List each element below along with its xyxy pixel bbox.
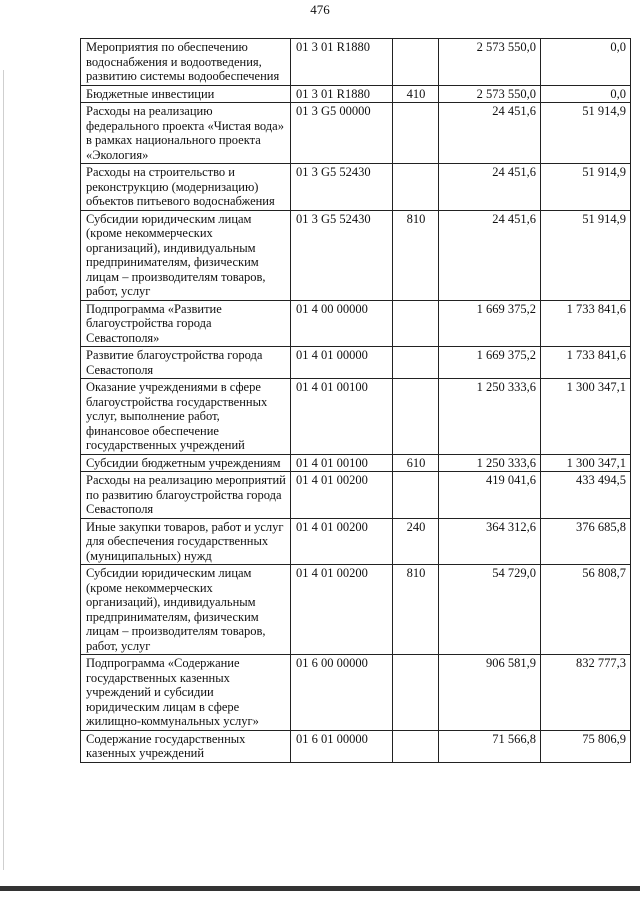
row-name-cell: Расходы на строительство и реконструкцию (модернизацию) объектов питьевого водоснабжения [81,164,291,211]
row-code-cell: 01 4 01 00200 [291,565,393,655]
row-amount-2-cell: 1 733 841,6 [541,347,631,379]
row-amount-2-cell: 376 685,8 [541,518,631,565]
row-type-cell [393,103,439,164]
row-name-cell: Бюджетные инвестиции [81,85,291,103]
row-amount-1-cell: 419 041,6 [439,472,541,519]
row-amount-1-cell: 24 451,6 [439,210,541,300]
row-code-cell: 01 6 01 00000 [291,730,393,762]
row-code-cell: 01 3 01 R1880 [291,39,393,86]
row-amount-2-cell: 832 777,3 [541,655,631,731]
row-name-cell: Субсидии бюджетным учреждениям [81,454,291,472]
table-row [81,103,631,164]
row-code-cell: 01 4 01 00200 [291,518,393,565]
row-type-cell [393,655,439,731]
row-name-cell: Субсидии юридическим лицам (кроме некоммерческих организаций), индивидуальным предпринимателям, физическим лицам – производителям товаров, работ, услуг [81,210,291,300]
row-name-cell: Расходы на реализацию мероприятий по развитию благоустройства города Севастополя [81,472,291,519]
table-row [81,39,631,86]
row-code-cell: 01 3 G5 00000 [291,103,393,164]
row-amount-1-cell: 1 250 333,6 [439,379,541,455]
table-row [81,85,631,103]
row-amount-2-cell: 56 808,7 [541,565,631,655]
row-amount-2-cell: 1 300 347,1 [541,379,631,455]
row-amount-1-cell: 364 312,6 [439,518,541,565]
row-type-cell [393,379,439,455]
page-number: 476 [310,2,330,17]
scan-edge-line [3,70,4,870]
row-amount-1-cell: 1 250 333,6 [439,454,541,472]
row-type-cell [393,472,439,519]
budget-table [80,38,631,763]
row-name-cell: Расходы на реализацию федерального проекта «Чистая вода» в рамках национального проекта «Экология» [81,103,291,164]
row-amount-1-cell: 24 451,6 [439,164,541,211]
row-code-cell: 01 3 01 R1880 [291,85,393,103]
row-name-cell: Подпрограмма «Содержание государственных казенных учреждений и субсидии юридическим лицам в сфере жилищно-коммунальных услуг» [81,655,291,731]
row-type-cell [393,164,439,211]
scan-bottom-strip [0,886,640,891]
row-name-cell: Оказание учреждениями в сфере благоустройства государственных услуг, выполнение работ, финансовое обеспечение государственных учреждений [81,379,291,455]
row-amount-1-cell: 1 669 375,2 [439,300,541,347]
row-name-cell: Иные закупки товаров, работ и услуг для обеспечения государственных (муниципальных) нужд [81,518,291,565]
row-amount-1-cell: 2 573 550,0 [439,39,541,86]
row-amount-1-cell: 906 581,9 [439,655,541,731]
table-row [81,565,631,655]
row-name-cell: Подпрограмма «Развитие благоустройства города Севастополя» [81,300,291,347]
table-row [81,454,631,472]
row-code-cell: 01 4 01 00100 [291,379,393,455]
row-amount-2-cell: 1 733 841,6 [541,300,631,347]
row-name-cell: Содержание государственных казенных учреждений [81,730,291,762]
row-type-cell: 810 [393,210,439,300]
table-row [81,730,631,762]
budget-table-body [81,39,631,763]
row-amount-1-cell: 1 669 375,2 [439,347,541,379]
row-name-cell: Мероприятия по обеспечению водоснабжения и водоотведения, развитию системы водообеспечения [81,39,291,86]
row-type-cell: 810 [393,565,439,655]
row-amount-2-cell: 0,0 [541,85,631,103]
row-amount-1-cell: 54 729,0 [439,565,541,655]
table-row [81,164,631,211]
row-amount-2-cell: 51 914,9 [541,164,631,211]
row-type-cell [393,730,439,762]
row-code-cell: 01 4 00 00000 [291,300,393,347]
row-code-cell: 01 4 01 00100 [291,454,393,472]
row-amount-1-cell: 2 573 550,0 [439,85,541,103]
row-code-cell: 01 4 01 00000 [291,347,393,379]
table-row [81,379,631,455]
row-name-cell: Субсидии юридическим лицам (кроме некоммерческих организаций), индивидуальным предпринимателям, физическим лицам – производителям товаров, работ, услуг [81,565,291,655]
row-amount-2-cell: 51 914,9 [541,210,631,300]
row-amount-2-cell: 1 300 347,1 [541,454,631,472]
row-amount-2-cell: 433 494,5 [541,472,631,519]
table-row [81,655,631,731]
row-type-cell [393,39,439,86]
row-code-cell: 01 3 G5 52430 [291,164,393,211]
row-type-cell: 410 [393,85,439,103]
row-code-cell: 01 6 00 00000 [291,655,393,731]
row-amount-2-cell: 51 914,9 [541,103,631,164]
table-row [81,210,631,300]
table-row [81,518,631,565]
row-name-cell: Развитие благоустройства города Севастополя [81,347,291,379]
row-amount-1-cell: 24 451,6 [439,103,541,164]
row-type-cell [393,347,439,379]
row-type-cell [393,300,439,347]
row-type-cell: 610 [393,454,439,472]
row-type-cell: 240 [393,518,439,565]
row-code-cell: 01 3 G5 52430 [291,210,393,300]
row-amount-1-cell: 71 566,8 [439,730,541,762]
table-row [81,300,631,347]
table-row [81,347,631,379]
row-amount-2-cell: 75 806,9 [541,730,631,762]
table-row [81,472,631,519]
row-amount-2-cell: 0,0 [541,39,631,86]
row-code-cell: 01 4 01 00200 [291,472,393,519]
